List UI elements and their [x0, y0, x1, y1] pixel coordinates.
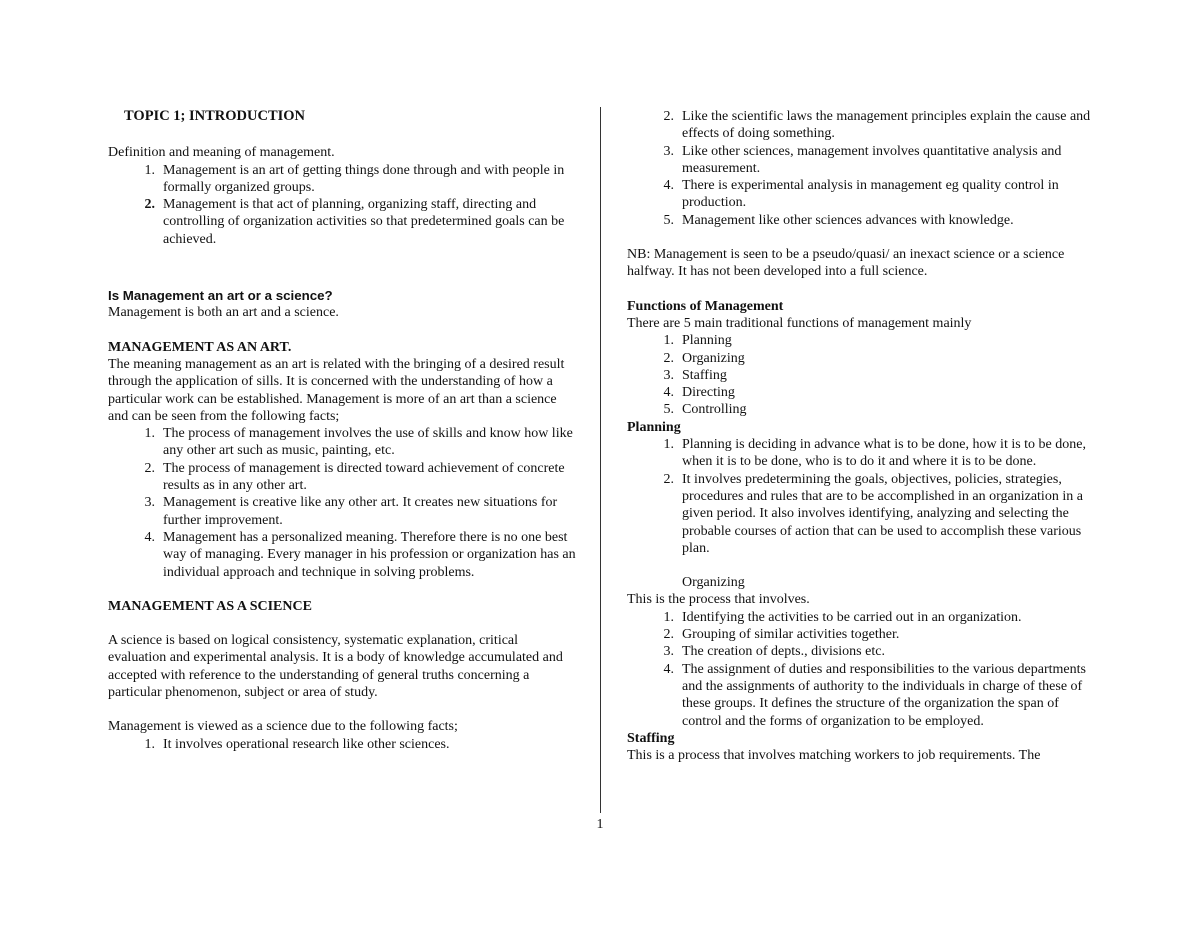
list-item-text: Planning is deciding in advance what is to be done, how it is to be done, when it is to be done, who is to do it and where it is to be done.	[682, 437, 1086, 470]
science-facts-intro: Management is viewed as a science due to the following facts;	[108, 719, 458, 735]
list-item	[627, 332, 1095, 349]
list-number: 2.	[144, 197, 155, 213]
column-divider	[600, 107, 601, 813]
list-number: 1.	[663, 609, 674, 625]
spacer	[108, 322, 578, 339]
list-item-text: Management is that act of planning, organizing staff, directing and controlling of organization activities so that predetermined goals can be achieved.	[163, 197, 565, 247]
organizing-list	[627, 609, 1095, 730]
list-item	[627, 367, 1095, 384]
page-number: 1	[596, 817, 604, 832]
list-item-text: The process of management is directed toward achievement of concrete results as in any other art.	[163, 460, 565, 494]
list-item	[108, 162, 578, 197]
list-number: 2.	[663, 350, 674, 366]
list-item	[108, 494, 578, 529]
list-item-text: Management is an art of getting things done through and with people in formally organized groups.	[163, 162, 565, 195]
list-item-text: Like the scientific laws the management principles explain the cause and effects of doing something.	[682, 109, 1091, 142]
list-item	[108, 529, 578, 581]
right-column	[627, 108, 1095, 764]
staffing-heading: Staffing	[627, 730, 675, 746]
list-number: 1.	[144, 162, 155, 178]
science-heading: MANAGEMENT AS A SCIENCE	[108, 598, 312, 614]
list-item-text: The creation of depts., divisions etc.	[682, 644, 885, 660]
list-item-text: It involves operational research like other sciences.	[163, 736, 450, 752]
list-number: 5.	[663, 212, 674, 228]
list-number: 2.	[663, 471, 674, 487]
art-heading: MANAGEMENT AS AN ART.	[108, 339, 292, 355]
list-item-text: The assignment of duties and responsibilities to the various departments and the assignments of authority to the individuals in charge of these of these groups. It defines the structure of the organization the span of control and the forms of organization to be employed.	[682, 661, 1086, 729]
list-item	[627, 471, 1095, 557]
spacer	[108, 701, 578, 718]
list-item-text: Controlling	[682, 402, 747, 418]
science-paragraph: A science is based on logical consistency, systematic explanation, critical evaluation and experimental analysis. It is a body of knowledge accumulated and accepted with reference to the understanding of general truths concerning a particular phenomenon, subject or area of study.	[108, 633, 563, 701]
staffing-text: This is a process that involves matching workers to job requirements. The	[627, 748, 1041, 764]
list-number: 1.	[663, 437, 674, 453]
list-item	[627, 384, 1095, 401]
planning-heading: Planning	[627, 419, 681, 435]
art-or-science-heading: Is Management an art or a science?	[108, 288, 333, 304]
list-number: 4.	[663, 661, 674, 677]
list-item-text: Grouping of similar activities together.	[682, 627, 900, 643]
list-item	[627, 609, 1095, 626]
functions-intro: There are 5 main traditional functions of management mainly	[627, 315, 972, 331]
list-number: 3.	[663, 143, 674, 159]
list-item-text: Management is creative like any other art. It creates new situations for further improvement.	[163, 495, 558, 528]
list-number: 2.	[144, 460, 155, 476]
list-number: 1.	[144, 736, 155, 752]
list-item	[108, 196, 578, 248]
definition-heading: Definition and meaning of management.	[108, 145, 335, 161]
list-item	[627, 350, 1095, 367]
list-number: 3.	[144, 495, 155, 511]
list-number: 4.	[663, 385, 674, 401]
list-item	[627, 643, 1095, 660]
spacer	[627, 229, 1095, 246]
list-item-text: It involves predetermining the goals, objectives, policies, strategies, procedures and rules that are to be accomplished in an organization in a given period. It also involves identifying, analyzing and selecting the probable courses of action that can be used to accomplish these various plan.	[682, 471, 1083, 556]
list-item-text: Directing	[682, 385, 735, 401]
spacer	[627, 557, 1095, 574]
list-item	[627, 177, 1095, 212]
list-item-text: Planning	[682, 333, 732, 349]
spacer	[108, 581, 578, 598]
art-list	[108, 425, 578, 581]
list-item	[627, 212, 1095, 229]
list-item-text: The process of management involves the use of skills and know how like any other art such as music, painting, etc.	[163, 426, 573, 459]
art-paragraph: The meaning management as an art is related with the bringing of a desired result through the application of sills. It is concerned with the understanding of how a particular work can be established. Management is more of an art than a science and can be seen from the following facts;	[108, 356, 565, 424]
list-item-text: Organizing	[682, 350, 745, 366]
list-number: 4.	[144, 529, 155, 545]
functions-list	[627, 332, 1095, 418]
science-list-continued	[627, 108, 1095, 229]
list-item	[627, 626, 1095, 643]
list-number: 3.	[663, 367, 674, 383]
list-item	[108, 736, 578, 753]
spacer	[108, 615, 578, 632]
list-item-text: Like other sciences, management involves quantitative analysis and measurement.	[682, 143, 1062, 176]
list-item-text: Management like other sciences advances with knowledge.	[682, 212, 1014, 228]
art-or-science-text: Management is both an art and a science.	[108, 305, 339, 321]
organizing-intro: This is the process that involves.	[627, 592, 810, 608]
list-item	[627, 661, 1095, 730]
nb-note: NB: Management is seen to be a pseudo/quasi/ an inexact science or a science halfway. It has not been developed into a full science.	[627, 247, 1065, 280]
document-title: TOPIC 1; INTRODUCTION	[124, 108, 306, 124]
list-number: 2.	[663, 109, 674, 124]
planning-list	[627, 436, 1095, 557]
list-item	[108, 460, 578, 495]
science-list-start	[108, 736, 578, 753]
list-item	[627, 436, 1095, 471]
definition-list	[108, 162, 578, 248]
list-number: 5.	[663, 402, 674, 418]
left-column	[108, 108, 578, 753]
list-item-text: Staffing	[682, 367, 727, 383]
list-number: 3.	[663, 644, 674, 660]
list-number: 4.	[663, 178, 674, 194]
list-item	[627, 108, 1095, 143]
organizing-heading: Organizing	[682, 575, 745, 591]
spacer	[108, 248, 578, 287]
list-item-text: There is experimental analysis in management eg quality control in production.	[682, 178, 1059, 211]
functions-heading: Functions of Management	[627, 298, 784, 314]
list-item-text: Management has a personalized meaning. Therefore there is no one best way of managing. Every manager in his profession or organization has an individual approach and technique in solving problems.	[163, 529, 576, 580]
list-number: 1.	[663, 333, 674, 349]
list-item-text: Identifying the activities to be carried out in an organization.	[682, 609, 1022, 625]
list-number: 2.	[663, 627, 674, 643]
spacer	[627, 281, 1095, 298]
list-item	[627, 401, 1095, 418]
list-number: 1.	[144, 426, 155, 442]
list-item	[627, 143, 1095, 178]
list-item	[108, 425, 578, 460]
